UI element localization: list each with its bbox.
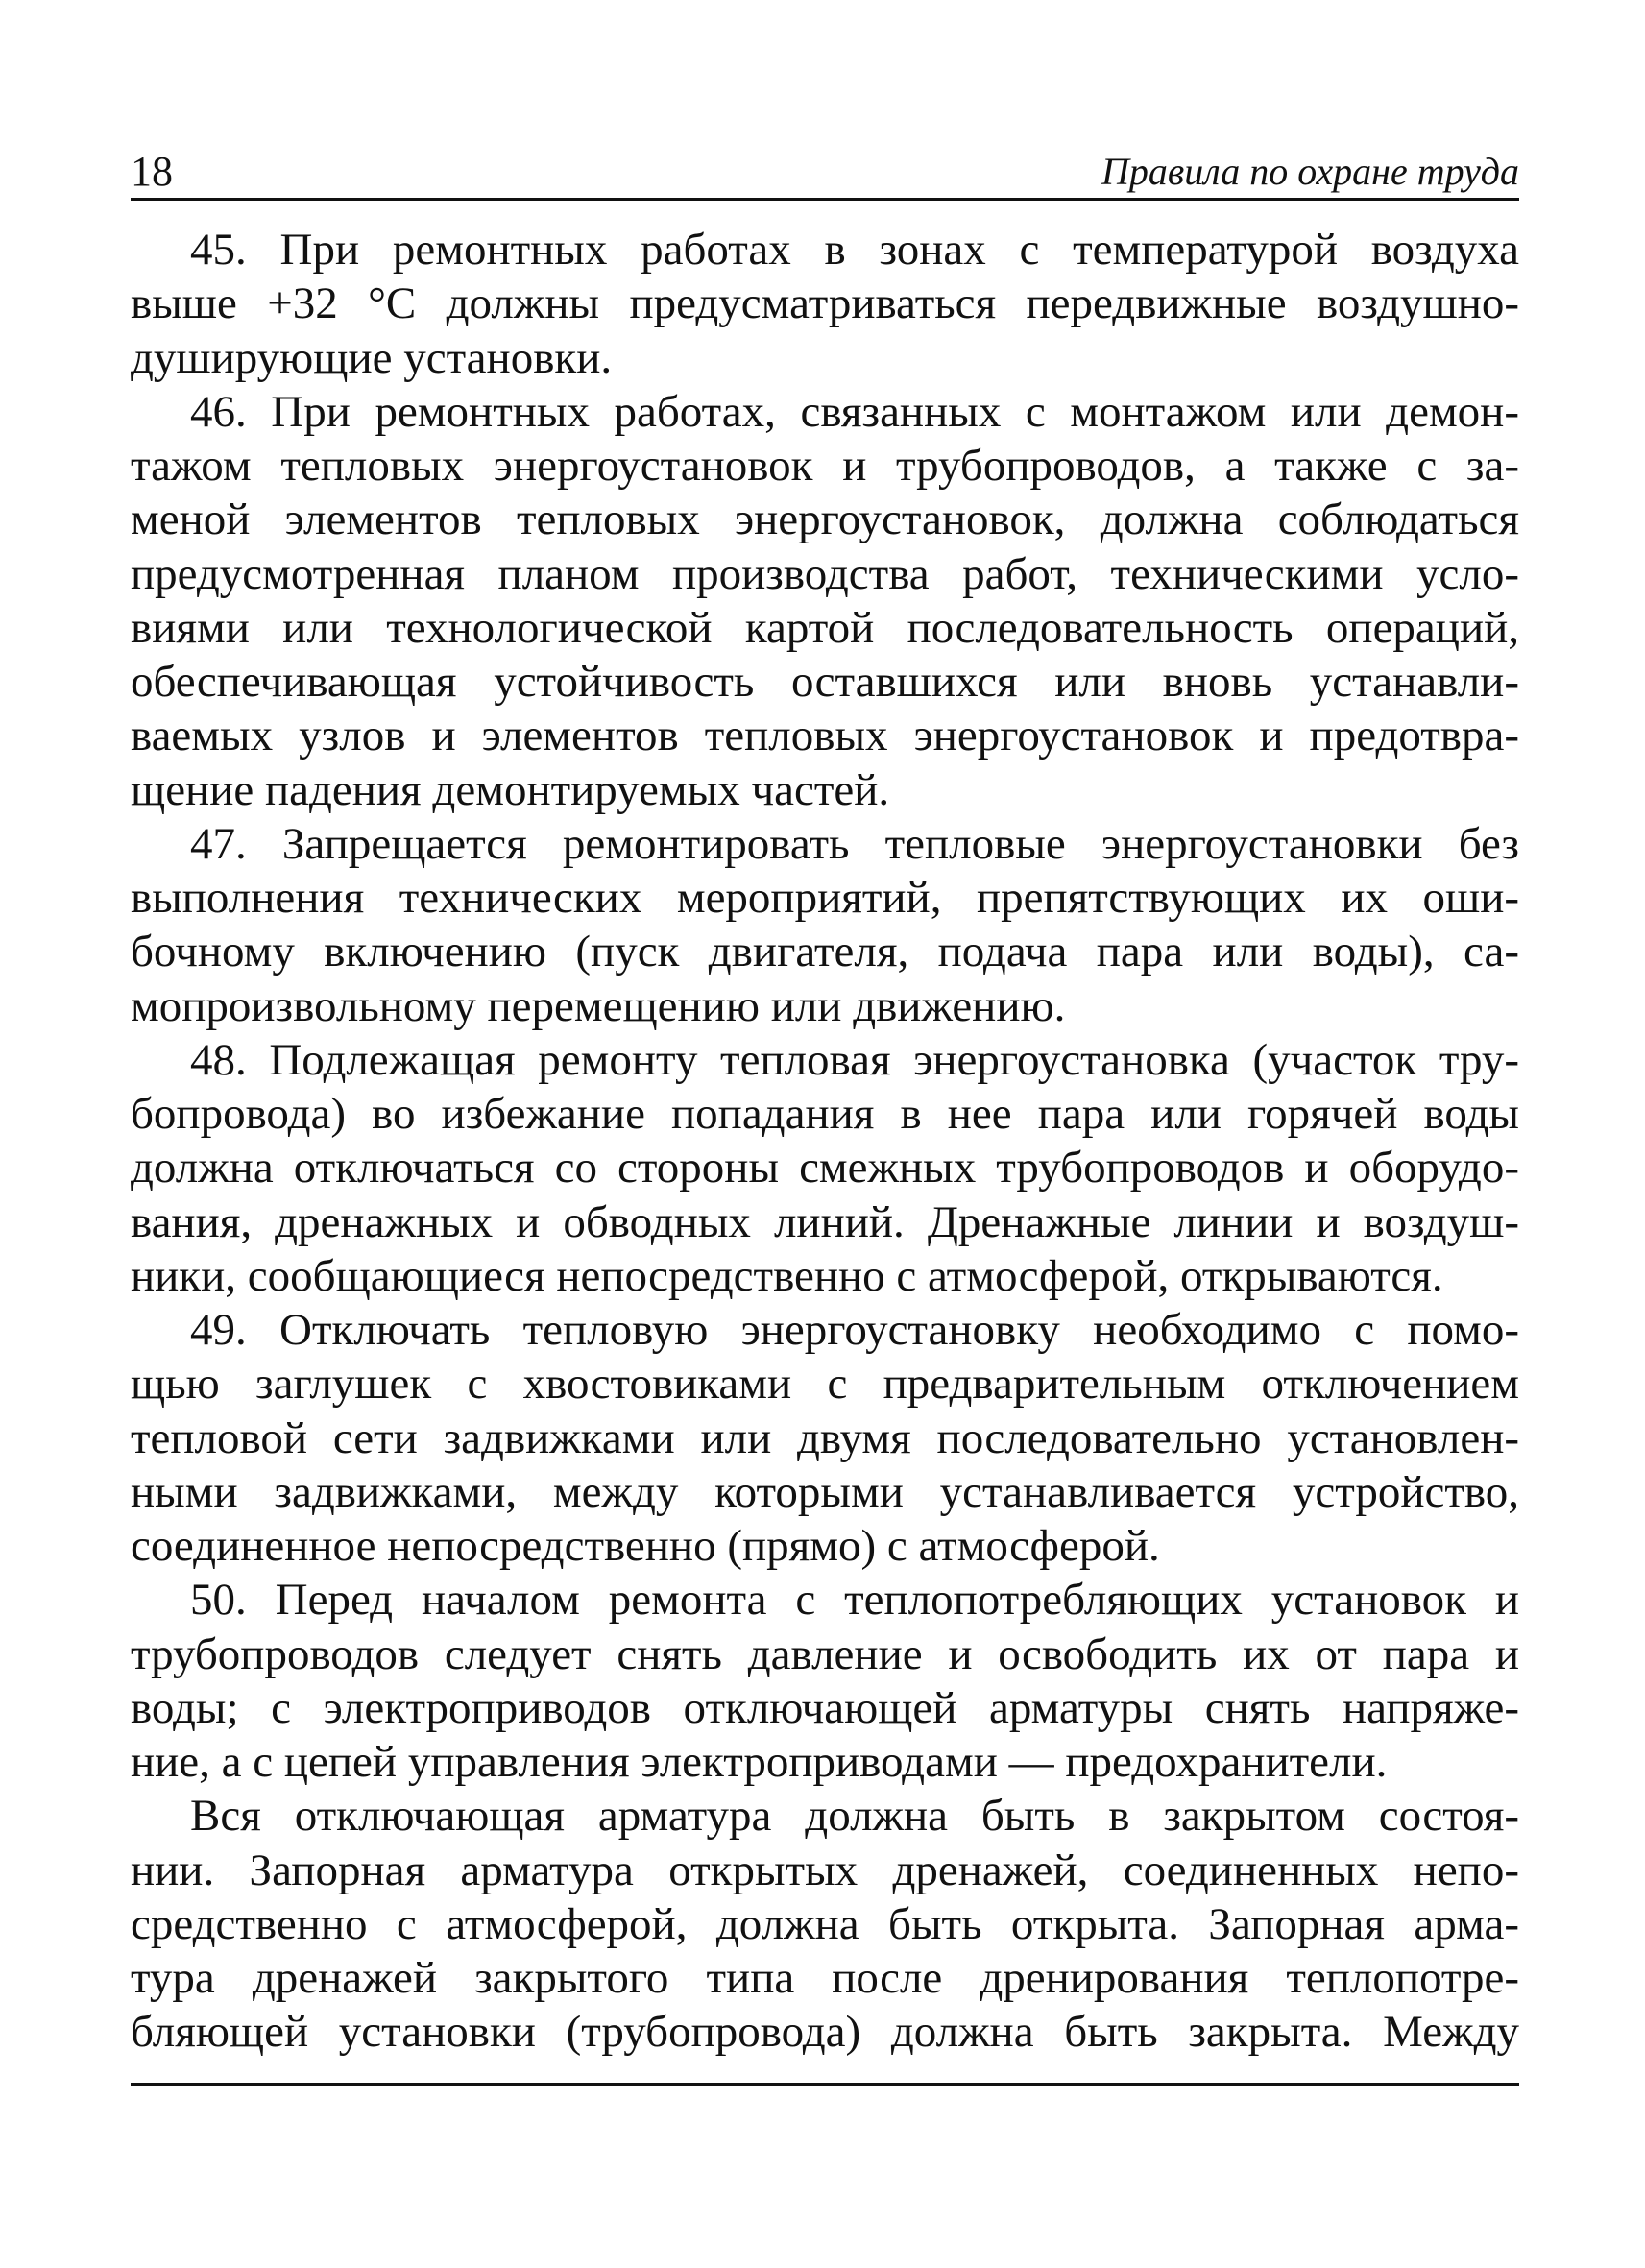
header-rule bbox=[131, 198, 1519, 201]
page-header bbox=[131, 144, 1519, 200]
text-line: 50. Перед началом ремонта с теплопотребляющих установок и bbox=[190, 1575, 1519, 1626]
text-line: тепловой сети задвижками или двумя последовательно установлен- bbox=[131, 1412, 1519, 1463]
text-line: тура дренажей закрытого типа после дренирования теплопотре- bbox=[131, 1953, 1519, 2003]
paragraph-50-continued bbox=[131, 1789, 1519, 2059]
text-line: щью заглушек с хвостовиками с предварительным отключением bbox=[131, 1359, 1519, 1410]
text-line: вания, дренажных и обводных линий. Дренажные линии и воздуш- bbox=[131, 1196, 1519, 1247]
text-line: щение падения демонтируемых частей. bbox=[131, 764, 890, 815]
text-line: 47. Запрещается ремонтировать тепловые энергоустановки без bbox=[190, 818, 1519, 869]
text-line: должна отключаться со стороны смежных трубопроводов и оборудо- bbox=[131, 1143, 1519, 1194]
text-line: бочному включению (пуск двигателя, подача пара или воды), са- bbox=[131, 927, 1519, 977]
text-line: душирующие установки. bbox=[131, 332, 613, 383]
text-line: трубопроводов следует снять давление и освободить их от пара и bbox=[131, 1629, 1519, 1679]
paragraph-48 bbox=[131, 1033, 1519, 1303]
text-line: ваемых узлов и элементов тепловых энергоустановок и предотвра- bbox=[131, 711, 1519, 761]
text-line: выполнения технических мероприятий, препятствующих их оши- bbox=[131, 873, 1519, 923]
text-line: средственно с атмосферой, должна быть открыта. Запорная арма- bbox=[131, 1898, 1519, 1949]
page-number: 18 bbox=[131, 148, 173, 195]
text-line: тажом тепловых энергоустановок и трубопроводов, а также с за- bbox=[131, 441, 1519, 491]
text-line: предусмотренная планом производства работ, техническими усло- bbox=[131, 548, 1519, 599]
text-line: ники, сообщающиеся непосредственно с атмосферой, открываются. bbox=[131, 1250, 1443, 1301]
text-line: мопроизвольному перемещению или движению. bbox=[131, 980, 1066, 1031]
text-line: бопровода) во избежание попадания в нее пара или горячей воды bbox=[131, 1089, 1519, 1139]
running-title: Правила по охране труда bbox=[1101, 150, 1519, 193]
text-line: бляющей установки (трубопровода) должна быть закрыта. Между bbox=[131, 2007, 1519, 2058]
body-text bbox=[131, 223, 1519, 2060]
text-line: 48. Подлежащая ремонту тепловая энергоустановка (участок тру- bbox=[190, 1034, 1519, 1085]
text-line: виями или технологической картой последовательность операций, bbox=[131, 602, 1519, 653]
text-line: нии. Запорная арматура открытых дренажей, соединенных непо- bbox=[131, 1845, 1519, 1895]
text-line: 46. При ремонтных работах, связанных с монтажом или демон- bbox=[190, 386, 1519, 437]
paragraph-50 bbox=[131, 1573, 1519, 1789]
text-line: 45. При ремонтных работах в зонах с температурой воздуха bbox=[190, 225, 1519, 275]
paragraph-45 bbox=[131, 223, 1519, 385]
text-line: обеспечивающая устойчивость оставшихся или вновь устанавли- bbox=[131, 657, 1519, 707]
text-line: меной элементов тепловых энергоустановок, должна соблюдаться bbox=[131, 495, 1519, 545]
paragraph-47 bbox=[131, 817, 1519, 1033]
text-line: Вся отключающая арматура должна быть в закрытом состоя- bbox=[190, 1791, 1519, 1842]
text-line: 49. Отключать тепловую энергоустановку необходимо с помо- bbox=[190, 1305, 1519, 1355]
paragraph-46 bbox=[131, 385, 1519, 817]
paragraph-49 bbox=[131, 1303, 1519, 1573]
text-line: ние, а с цепей управления электроприводами — предохранители. bbox=[131, 1737, 1388, 1787]
text-line: выше +32 °С должны предусматриваться передвижные воздушно- bbox=[131, 278, 1519, 329]
text-line: ными задвижками, между которыми устанавливается устройство, bbox=[131, 1466, 1519, 1517]
footer-rule bbox=[131, 2083, 1519, 2086]
text-line: соединенное непосредственно (прямо) с атмосферой. bbox=[131, 1521, 1160, 1571]
text-line: воды; с электроприводов отключающей арматуры снять напряже- bbox=[131, 1682, 1519, 1733]
